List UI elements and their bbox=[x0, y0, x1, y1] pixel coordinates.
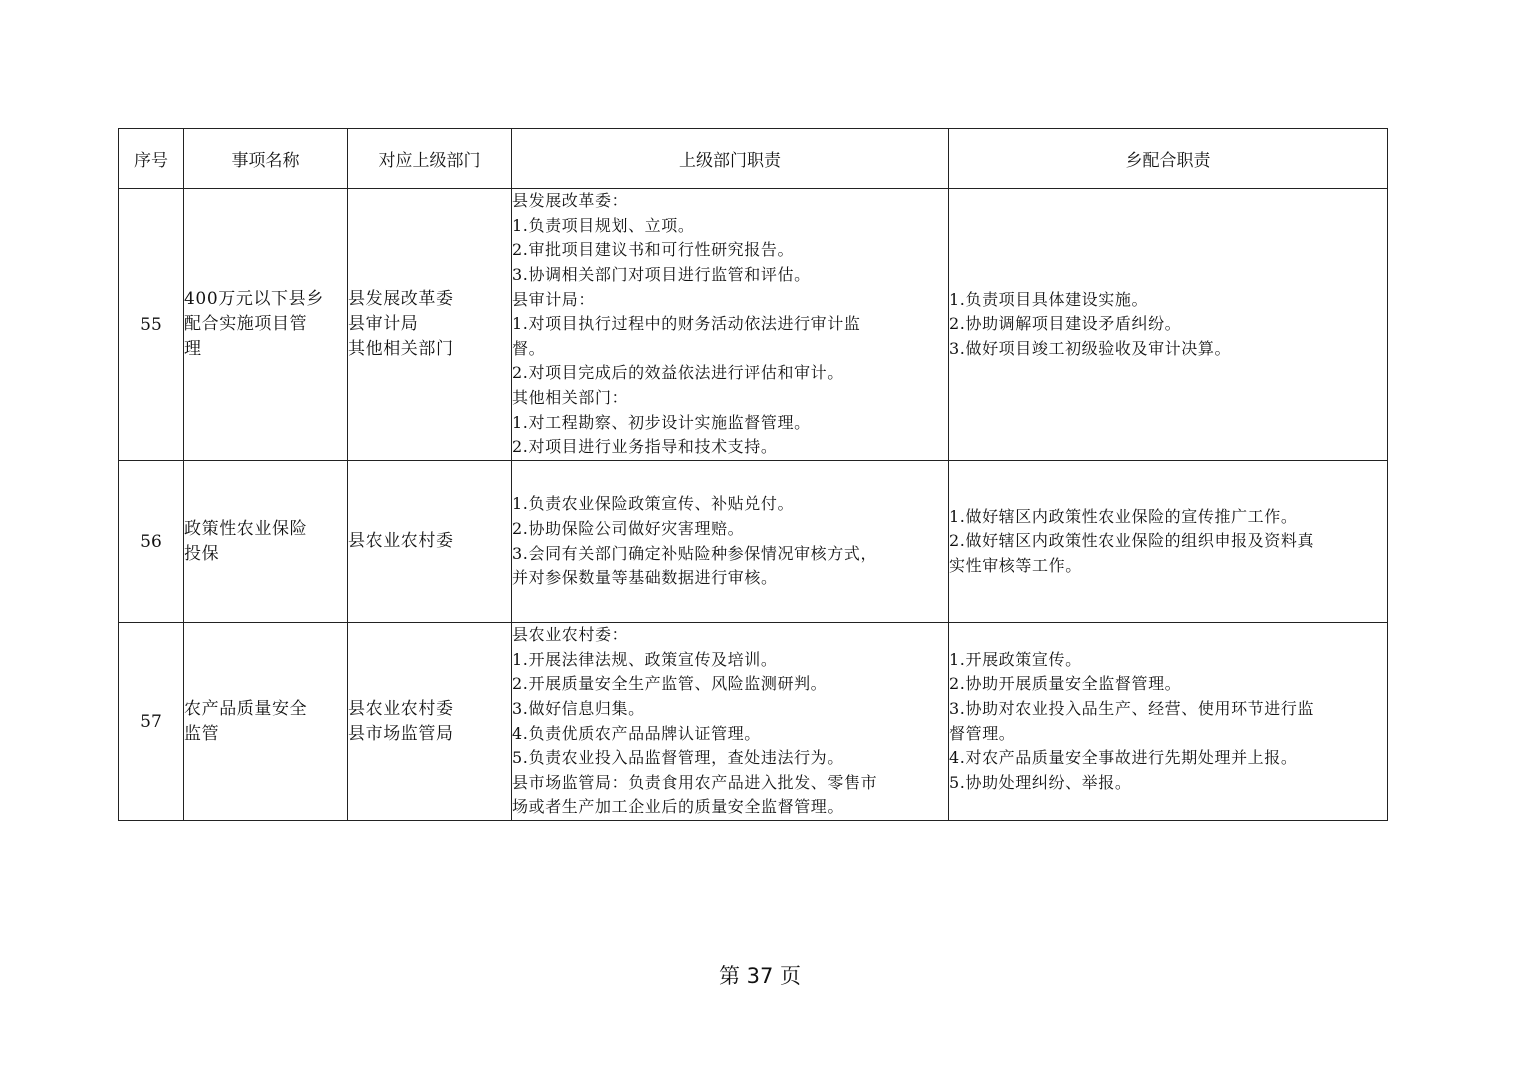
township-duties bbox=[949, 189, 1388, 461]
duty-line: 4.对农产品质量安全事故进行先期处理并上报。 bbox=[949, 748, 1298, 768]
department-line: 县农业农村委 bbox=[348, 531, 454, 551]
header-upper-department: 对应上级部门 bbox=[348, 129, 512, 189]
township-duties bbox=[949, 461, 1388, 623]
duty-line: 1.做好辖区内政策性农业保险的宣传推广工作。 bbox=[949, 506, 1298, 526]
duty-line: 其他相关部门： bbox=[512, 387, 629, 407]
duty-line: 1.对工程勘察、初步设计实施监督管理。 bbox=[512, 412, 811, 432]
header-item-name: 事项名称 bbox=[184, 129, 348, 189]
item-name bbox=[184, 189, 348, 461]
department-line: 其他相关部门 bbox=[348, 339, 454, 359]
duty-line: 1.对项目执行过程中的财务活动依法进行审计监 bbox=[512, 314, 861, 334]
table-row bbox=[119, 623, 1388, 821]
upper-duties bbox=[512, 461, 949, 623]
duty-line: 5.负责农业投入品监督管理，查处违法行为。 bbox=[512, 748, 844, 768]
item-name-line: 监管 bbox=[184, 723, 220, 744]
item-name-line: 配合实施项目管 bbox=[184, 314, 308, 334]
upper-duties bbox=[512, 623, 949, 821]
duty-line: 2.协助调解项目建设矛盾纠纷。 bbox=[949, 314, 1182, 334]
duty-line: 3.做好项目竣工初级验收及审计决算。 bbox=[949, 338, 1232, 358]
header-no: 序号 bbox=[119, 129, 184, 189]
duty-line: 2.审批项目建议书和可行性研究报告。 bbox=[512, 240, 795, 260]
department-line: 县农业农村委 bbox=[348, 698, 454, 719]
duty-line: 县农业农村委： bbox=[512, 625, 629, 645]
duty-line: 1.负责农业保险政策宣传、补贴兑付。 bbox=[512, 494, 795, 514]
duty-line: 2.协助保险公司做好灾害理赔。 bbox=[512, 518, 745, 538]
duty-line: 实性审核等工作。 bbox=[949, 555, 1082, 575]
duty-line: 2.开展质量安全生产监管、风险监测研判。 bbox=[512, 674, 828, 694]
header-upper-duties: 上级部门职责 bbox=[512, 129, 949, 189]
duty-line: 县市场监管局：负责食用农产品进入批发、零售市 bbox=[512, 772, 878, 792]
upper-departments bbox=[348, 461, 512, 623]
duty-line: 场或者生产加工企业后的质量安全监督管理。 bbox=[512, 797, 845, 817]
duty-line: 县发展改革委： bbox=[512, 191, 629, 211]
duty-line: 2.做好辖区内政策性农业保险的组织申报及资料真 bbox=[949, 531, 1315, 551]
row-number: 57 bbox=[119, 623, 184, 821]
item-name-line: 投保 bbox=[184, 543, 220, 564]
item-name-line: 400万元以下县乡 bbox=[184, 289, 324, 309]
table-row bbox=[119, 189, 1388, 461]
item-name bbox=[184, 461, 348, 623]
duty-line: 县审计局： bbox=[512, 289, 596, 309]
duty-line: 1.负责项目具体建设实施。 bbox=[949, 289, 1149, 309]
duty-line: 1.开展法律法规、政策宣传及培训。 bbox=[512, 649, 778, 669]
duty-line: 督。 bbox=[512, 338, 546, 358]
duty-line: 2.对项目完成后的效益依法进行评估和审计。 bbox=[512, 363, 844, 383]
header-township-duties: 乡配合职责 bbox=[949, 129, 1388, 189]
department-line: 县发展改革委 bbox=[348, 289, 454, 309]
upper-departments bbox=[348, 623, 512, 821]
township-duties bbox=[949, 623, 1388, 821]
page-number: 第 37 页 bbox=[718, 964, 802, 988]
duty-line: 并对参保数量等基础数据进行审核。 bbox=[512, 568, 778, 588]
item-name-line: 政策性农业保险 bbox=[184, 518, 308, 539]
duty-line: 3.会同有关部门确定补贴险种参保情况审核方式， bbox=[512, 543, 878, 563]
duty-line: 5.协助处理纠纷、举报。 bbox=[949, 772, 1132, 792]
duty-line: 4.负责优质农产品品牌认证管理。 bbox=[512, 723, 761, 743]
duty-line: 2.对项目进行业务指导和技术支持。 bbox=[512, 437, 778, 457]
duty-line: 3.做好信息归集。 bbox=[512, 698, 645, 718]
department-line: 县市场监管局 bbox=[348, 723, 454, 744]
duty-table bbox=[118, 128, 1388, 821]
duty-line: 3.协助对农业投入品生产、经营、使用环节进行监 bbox=[949, 698, 1315, 718]
row-number: 56 bbox=[119, 461, 184, 623]
duty-line: 1.开展政策宣传。 bbox=[949, 649, 1082, 669]
duty-line: 1.负责项目规划、立项。 bbox=[512, 215, 695, 235]
upper-duties bbox=[512, 189, 949, 461]
row-number: 55 bbox=[119, 189, 184, 461]
table-header-row bbox=[119, 129, 1388, 189]
item-name-line: 理 bbox=[184, 339, 202, 359]
duty-line: 督管理。 bbox=[949, 723, 1016, 743]
item-name-line: 农产品质量安全 bbox=[184, 698, 308, 719]
duty-line: 3.协调相关部门对项目进行监管和评估。 bbox=[512, 265, 811, 285]
item-name bbox=[184, 623, 348, 821]
department-line: 县审计局 bbox=[348, 314, 419, 334]
upper-departments bbox=[348, 189, 512, 461]
duty-line: 2.协助开展质量安全监督管理。 bbox=[949, 674, 1182, 694]
table-row bbox=[119, 461, 1388, 623]
